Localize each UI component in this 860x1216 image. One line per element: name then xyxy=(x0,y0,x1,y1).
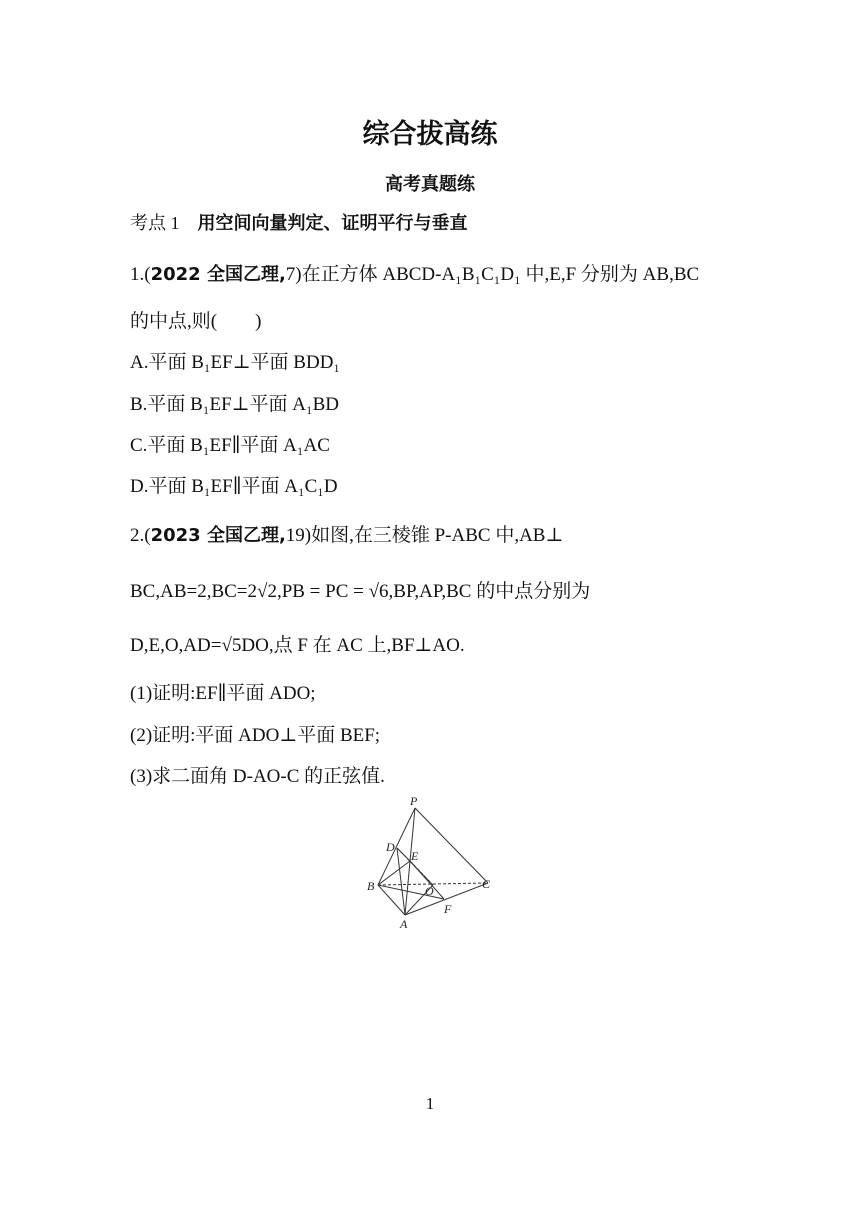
q1-option-b: B.平面 B₁EF⊥平面 A₁BD xyxy=(130,394,340,415)
label-c: C xyxy=(482,877,491,891)
seg-ad xyxy=(397,848,405,915)
q2-prefix: 2.( xyxy=(130,525,151,546)
q2-stem: 19)如图,在三棱锥 P-ABC 中,AB⊥ xyxy=(285,525,564,546)
q2-line2: BC,AB=2,BC=2√2,PB = PC = √6,BP,AP,BC 的中点分别为 xyxy=(130,581,591,602)
q1-stem: 7)在正方体 ABCD-A₁B₁C₁D₁ 中,E,F 分别为 AB,BC xyxy=(285,264,700,285)
page-number: 1 xyxy=(425,1094,435,1113)
seg-be xyxy=(378,861,410,885)
label-a: A xyxy=(400,917,408,931)
q1-prefix: 1.( xyxy=(130,264,151,285)
q1-source: 2022 全国乙理, xyxy=(150,264,286,285)
page-title: 综合拔高练 xyxy=(362,119,498,150)
label-e: E xyxy=(411,849,419,863)
section-heading xyxy=(130,209,468,235)
label-o: O xyxy=(425,884,434,898)
label-b: B xyxy=(367,879,375,893)
q2-part-3: (3)求二面角 D-AO-C 的正弦值. xyxy=(130,766,385,787)
q2-source: 2023 全国乙理, xyxy=(150,525,286,546)
q1-line2: 的中点,则( ) xyxy=(130,311,262,332)
q2-line3: D,E,O,AD=√5DO,点 F 在 AC 上,BF⊥AO. xyxy=(130,635,465,656)
q1-option-d: D.平面 B₁EF∥平面 A₁C₁D xyxy=(130,476,338,497)
seg-bf xyxy=(378,885,444,899)
q1-option-a: A.平面 B₁EF⊥平面 BDD₁ xyxy=(130,352,341,373)
q2-part-1: (1)证明:EF∥平面 ADO; xyxy=(130,683,316,704)
section-text: 用空间向量判定、证明平行与垂直 xyxy=(197,213,468,234)
edge-pc xyxy=(415,808,488,883)
label-d: D xyxy=(386,840,395,854)
pyramid-figure xyxy=(360,793,500,933)
q2-part-2: (2)证明:平面 ADO⊥平面 BEF; xyxy=(130,725,381,746)
label-f: F xyxy=(444,902,452,916)
edge-pb xyxy=(378,808,415,885)
page-subtitle: 高考真题练 xyxy=(385,174,475,195)
q2-line1 xyxy=(130,520,563,547)
q1-line1 xyxy=(130,259,699,286)
section-number: 考点 1 xyxy=(130,213,180,233)
q1-option-c: C.平面 B₁EF∥平面 A₁AC xyxy=(130,435,330,456)
label-p: P xyxy=(410,794,418,808)
